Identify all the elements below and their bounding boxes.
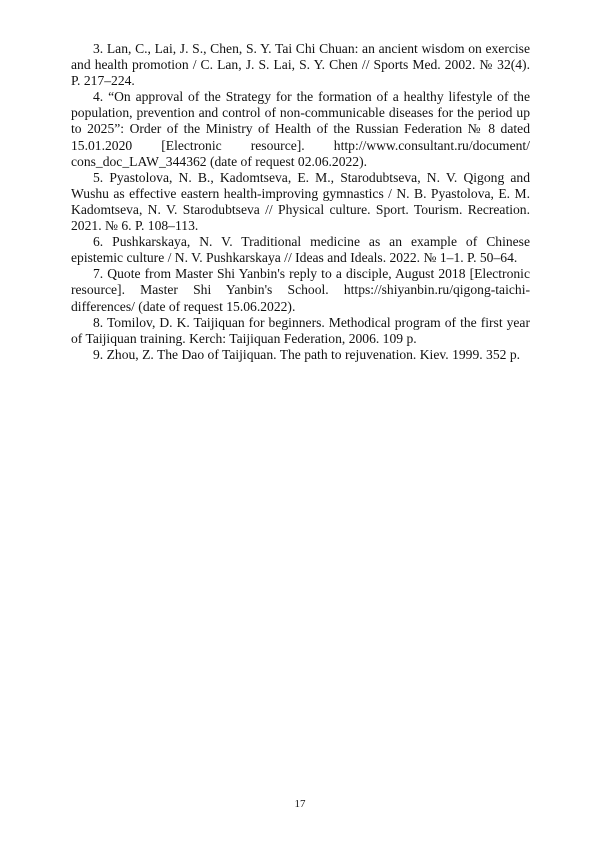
reference-item-7: 7. Quote from Master Shi Yanbin's reply to a disciple, August 2018 [Electronic resource]. Master Shi Yanbin's School. https://shiyanbin.ru/qigong-taichi-differences/ (date of request 15.06.2022). xyxy=(71,266,530,314)
reference-item-9: 9. Zhou, Z. The Dao of Taijiquan. The path to rejuvenation. Kiev. 1999. 352 p. xyxy=(93,346,521,362)
reference-item-5: 5. Pyastolova, N. B., Kadomtseva, E. M., Starodubtseva, N. V. Qigong and Wushu as effective eastern health-improving gymnastics / N. B. Pyastolova, E. M. Kadomtseva, N. V. Starodubtseva // Physical culture. Sport. Tourism. Recreation. 2021. № 6. P. 108–113. xyxy=(71,169,530,234)
reference-list xyxy=(71,41,530,363)
reference-item-3: 3. Lan, C., Lai, J. S., Chen, S. Y. Tai Chi Chuan: an ancient wisdom on exercise and health promotion / C. Lan, J. S. Lai, S. Y. Chen // Sports Med. 2002. № 32(4). P. 217–224. xyxy=(71,41,530,89)
reference-item-4: 4. “On approval of the Strategy for the formation of a healthy lifestyle of the population, prevention and control of non-communicable diseases for the period up to 2025”: Order of the Ministry of Health of the Russian Federation № 8 dated 15.01.2020 [Electronic resource]. http://www.consultant.ru/document/ cons_doc_LAW_344362 (date of request 02.06.2022). xyxy=(71,89,530,169)
reference-item-8: 8. Tomilov, D. K. Taijiquan for beginners. Methodical program of the first year of Taijiquan training. Kerch: Taijiquan Federation, 2006. 109 p. xyxy=(71,314,530,346)
reference-item-6: 6. Pushkarskaya, N. V. Traditional medicine as an example of Chinese epistemic culture / N. V. Pushkarskaya // Ideas and Ideals. 2022. № 1–1. P. 50–64. xyxy=(71,234,530,266)
page-number: 17 xyxy=(294,798,306,810)
